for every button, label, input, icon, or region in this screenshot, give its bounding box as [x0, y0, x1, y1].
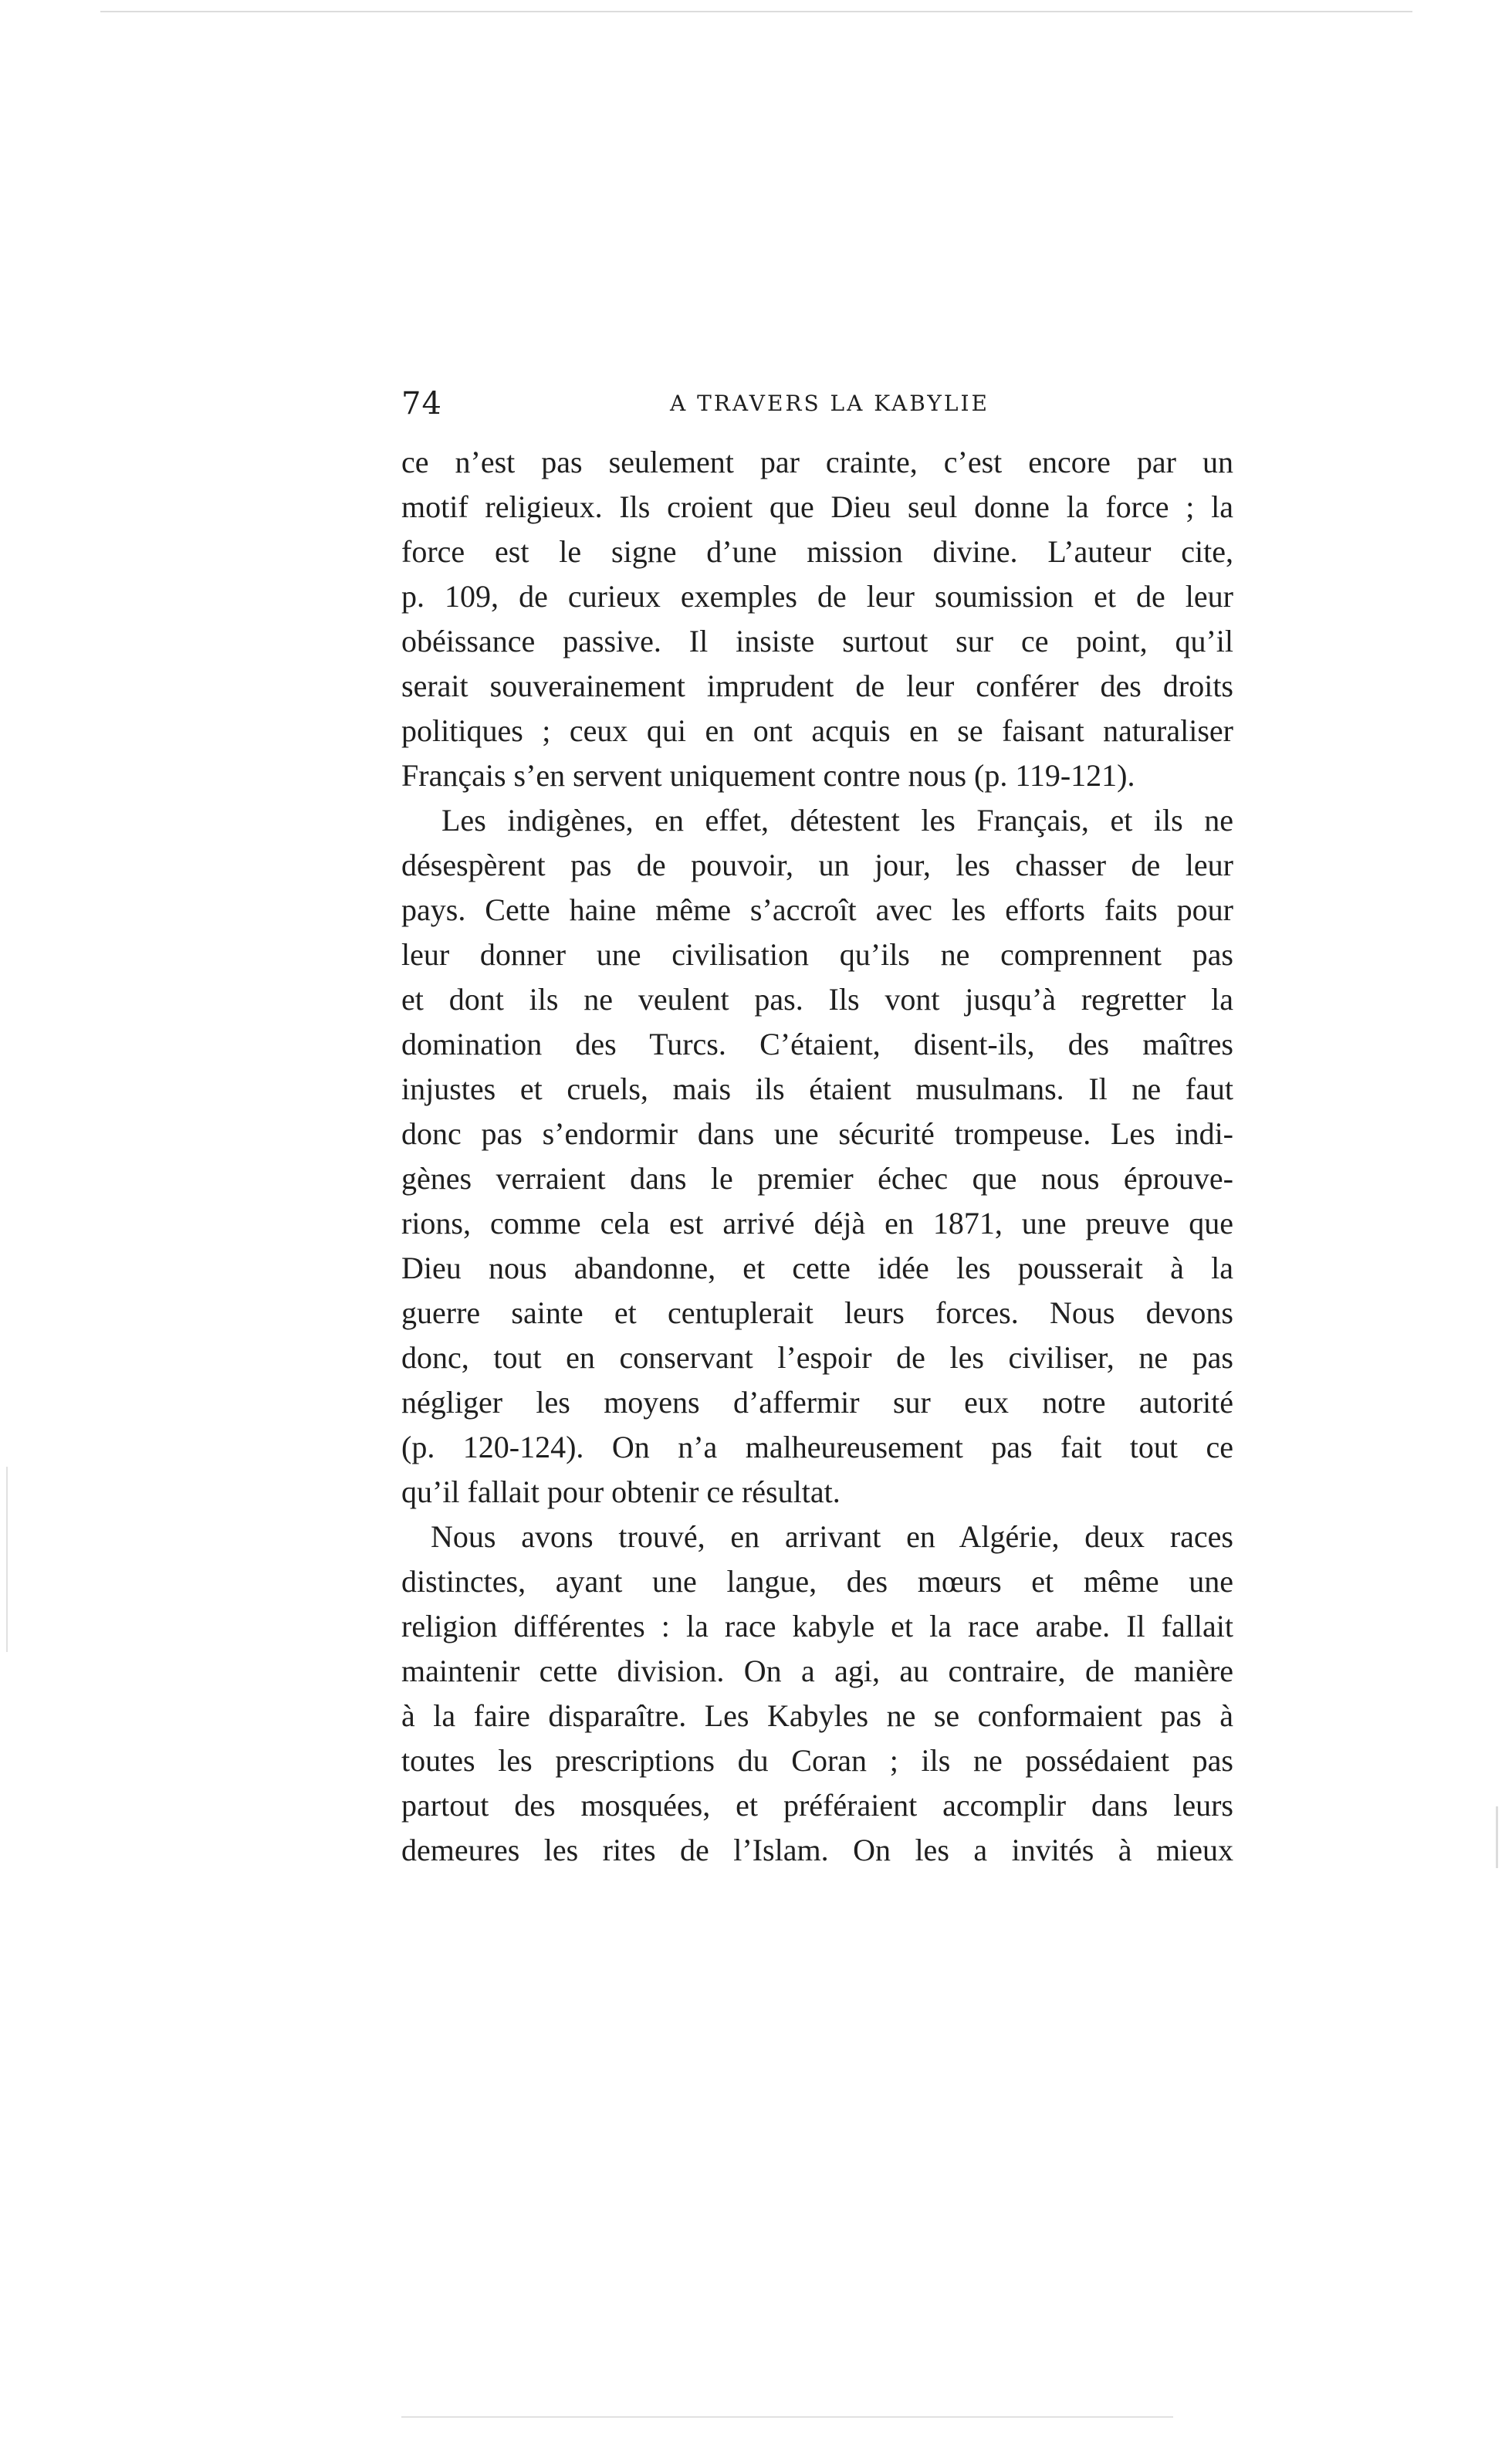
page-number: 74 — [401, 386, 442, 421]
text-line: demeures les rites de l’Islam. On les a invités à mieux — [401, 1833, 1233, 1867]
text-line: partout des mosquées, et préféraient accomplir dans leurs — [401, 1788, 1233, 1823]
text-line: qu’il fallait pour obtenir ce résultat. — [401, 1474, 841, 1509]
text-line: donc pas s’endormir dans une sécurité trompeuse. Les indi- — [401, 1116, 1233, 1151]
text-line: à la faire disparaître. Les Kabyles ne se conformaient pas à — [401, 1698, 1233, 1733]
text-line: religion différentes : la race kabyle et la race arabe. Il fallait — [401, 1609, 1233, 1643]
text-line: désespèrent pas de pouvoir, un jour, les chasser de leur — [401, 848, 1233, 882]
scan-mark-left — [6, 1467, 8, 1652]
text-line: p. 109, de curieux exemples de leur soumission et de leur — [401, 579, 1233, 614]
text-line: motif religieux. Ils croient que Dieu seul donne la force ; la — [401, 489, 1233, 524]
text-line: politiques ; ceux qui en ont acquis en se faisant naturaliser — [401, 713, 1233, 748]
scan-mark-bottom — [401, 2416, 1173, 2418]
text-line: obéissance passive. Il insiste surtout sur ce point, qu’il — [401, 624, 1233, 658]
page-header — [401, 386, 1258, 432]
text-line: (p. 120-124). On n’a malheureusement pas fait tout ce — [401, 1430, 1233, 1464]
text-line: serait souverainement imprudent de leur conférer des droits — [401, 669, 1233, 703]
text-line: force est le signe d’une mission divine. L’auteur cite, — [401, 534, 1233, 569]
body-text — [401, 440, 1233, 1873]
text-line: rions, comme cela est arrivé déjà en 1871, une preuve que — [401, 1206, 1233, 1241]
text-line: domination des Turcs. C’étaient, disent-ils, des maîtres — [401, 1027, 1233, 1061]
scan-mark-top — [100, 11, 1412, 12]
scan-mark-right — [1496, 1806, 1498, 1868]
text-line: leur donner une civilisation qu’ils ne comprennent pas — [401, 937, 1233, 972]
text-line: guerre sainte et centuplerait leurs forces. Nous devons — [401, 1295, 1233, 1330]
text-line: Les indigènes, en effet, détestent les Français, et ils ne — [441, 803, 1233, 838]
text-line: Français s’en servent uniquement contre nous (p. 119-121). — [401, 758, 1135, 793]
running-head: A TRAVERS LA KABYLIE — [670, 391, 989, 416]
text-line: ce n’est pas seulement par crainte, c’est encore par un — [401, 445, 1233, 479]
text-line: maintenir cette division. On a agi, au contraire, de manière — [401, 1654, 1233, 1688]
text-line: Nous avons trouvé, en arrivant en Algérie, deux races — [431, 1519, 1233, 1554]
text-line: distinctes, ayant une langue, des mœurs et même une — [401, 1564, 1233, 1599]
text-line: et dont ils ne veulent pas. Ils vont jusqu’à regretter la — [401, 982, 1233, 1017]
text-line: toutes les prescriptions du Coran ; ils ne possédaient pas — [401, 1743, 1233, 1778]
text-line: gènes verraient dans le premier échec que nous éprouve- — [401, 1161, 1233, 1196]
text-line: négliger les moyens d’affermir sur eux notre autorité — [401, 1385, 1233, 1420]
text-line: donc, tout en conservant l’espoir de les civiliser, ne pas — [401, 1340, 1233, 1375]
text-line: injustes et cruels, mais ils étaient musulmans. Il ne faut — [401, 1071, 1233, 1106]
text-line: pays. Cette haine même s’accroît avec les efforts faits pour — [401, 892, 1233, 927]
text-line: Dieu nous abandonne, et cette idée les pousserait à la — [401, 1251, 1233, 1285]
